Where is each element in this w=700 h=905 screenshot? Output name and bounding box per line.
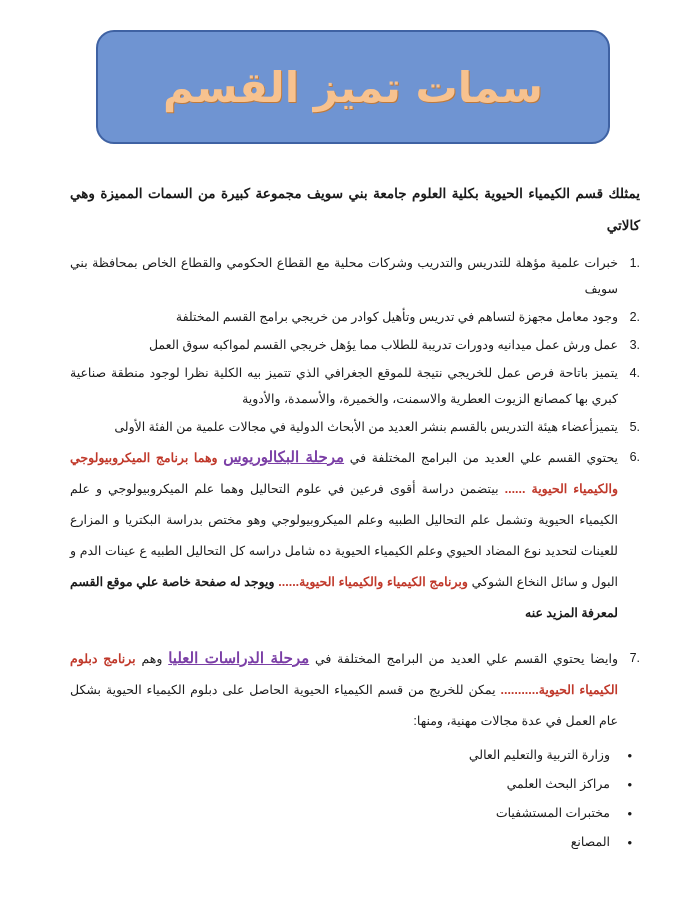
list-item: .4 يتميز باتاحة فرص عمل للخريجي نتيجة للموقع الجغرافي الذي تتميز بيه الكلية نظرا لوجود منطقة صناعية كبري بها كمصانع الزيوت العطرية والاسمنت، والخميرة، والأسمدة، والأدوية [70, 366, 640, 406]
list-item-postgrad: .7 وايضا يحتوي القسم علي العديد من البرامج المختلفة في مرحلة الدراسات العليا وهم برنامج دبلوم الكيمياء الحيوية........... يمكن للخريج من قسم الكيمياء الحيوية الحاصل على دبلوم الكيمياء الحيوية بشكل عام العمل في عدة مجالات مهنية، ومنها: [70, 650, 640, 728]
list-item: .2 وجود معامل مجهزة لتساهم في تدريس وتأهيل كوادر من خريجي برامج القسم المختلفة [175, 310, 640, 324]
list-item: • مراكز البحث العلمي [70, 770, 610, 799]
bachelor-stage-link[interactable]: مرحلة البكالوريوس [223, 449, 345, 466]
list-item: .3 عمل ورش عمل ميدانيه ودورات تدريبة للطلاب مما يؤهل خريجي القسم لمواكبه سوق العمل [148, 338, 640, 352]
features-list [70, 250, 640, 737]
career-fields-list [70, 741, 640, 857]
list-item: • المصانع [70, 828, 610, 857]
document-body [70, 178, 640, 857]
intro-paragraph: يمثلك قسم الكيمياء الحيوية بكلية العلوم جامعة بني سويف مجموعة كبيرة من السمات المميزة وهي كالاتي [70, 186, 640, 233]
title-banner [96, 30, 610, 144]
list-item: .5 يتميزأعضاء هيئة التدريس بالقسم بنشر العديد من الأبحاث الدولية في مجالات علمية من الفئة الأولى [114, 420, 640, 434]
list-item: • وزارة التربية والتعليم العالي [70, 741, 610, 770]
list-item: • مختبرات المستشفيات [70, 799, 610, 828]
list-item-bachelor: .6 يحتوي القسم علي العديد من البرامج المختلفة في مرحلة البكالوريوس وهما برنامج الميكروبيولوجي والكيمياء الحيوية ...... بيتضمن دراسة أقوى فرعين في علوم التحاليل وهما علم الميكروبيولوجي و علم الكيمياء الحيوية وتشمل علم التحاليل الطبيه وعلم الميكروبيولوجي وهو مختص بدراسة البكتريا و المزارع للعينات لتحديد نوع المضاد الحيوي وعلم الكيمياء الحيوية ده شامل دراسه كل التحاليل الطبيه ع عينات الدم و البول و سائل النخاع الشوكي وبرنامج الكيمياء والكيمياء الحيوية...... ويوجد له صفحة خاصة علي موقع القسم لمعرفة المزيد عنه [70, 449, 640, 620]
page-title: سمات تميز القسم [163, 62, 543, 112]
list-item: .1 خبرات علمية مؤهلة للتدريس والتدريب وشركات محلية مع القطاع الحكومي والقطاع الخاص بمحافظة بني سويف [70, 256, 640, 296]
postgrad-stage-link[interactable]: مرحلة الدراسات العليا [168, 650, 310, 667]
